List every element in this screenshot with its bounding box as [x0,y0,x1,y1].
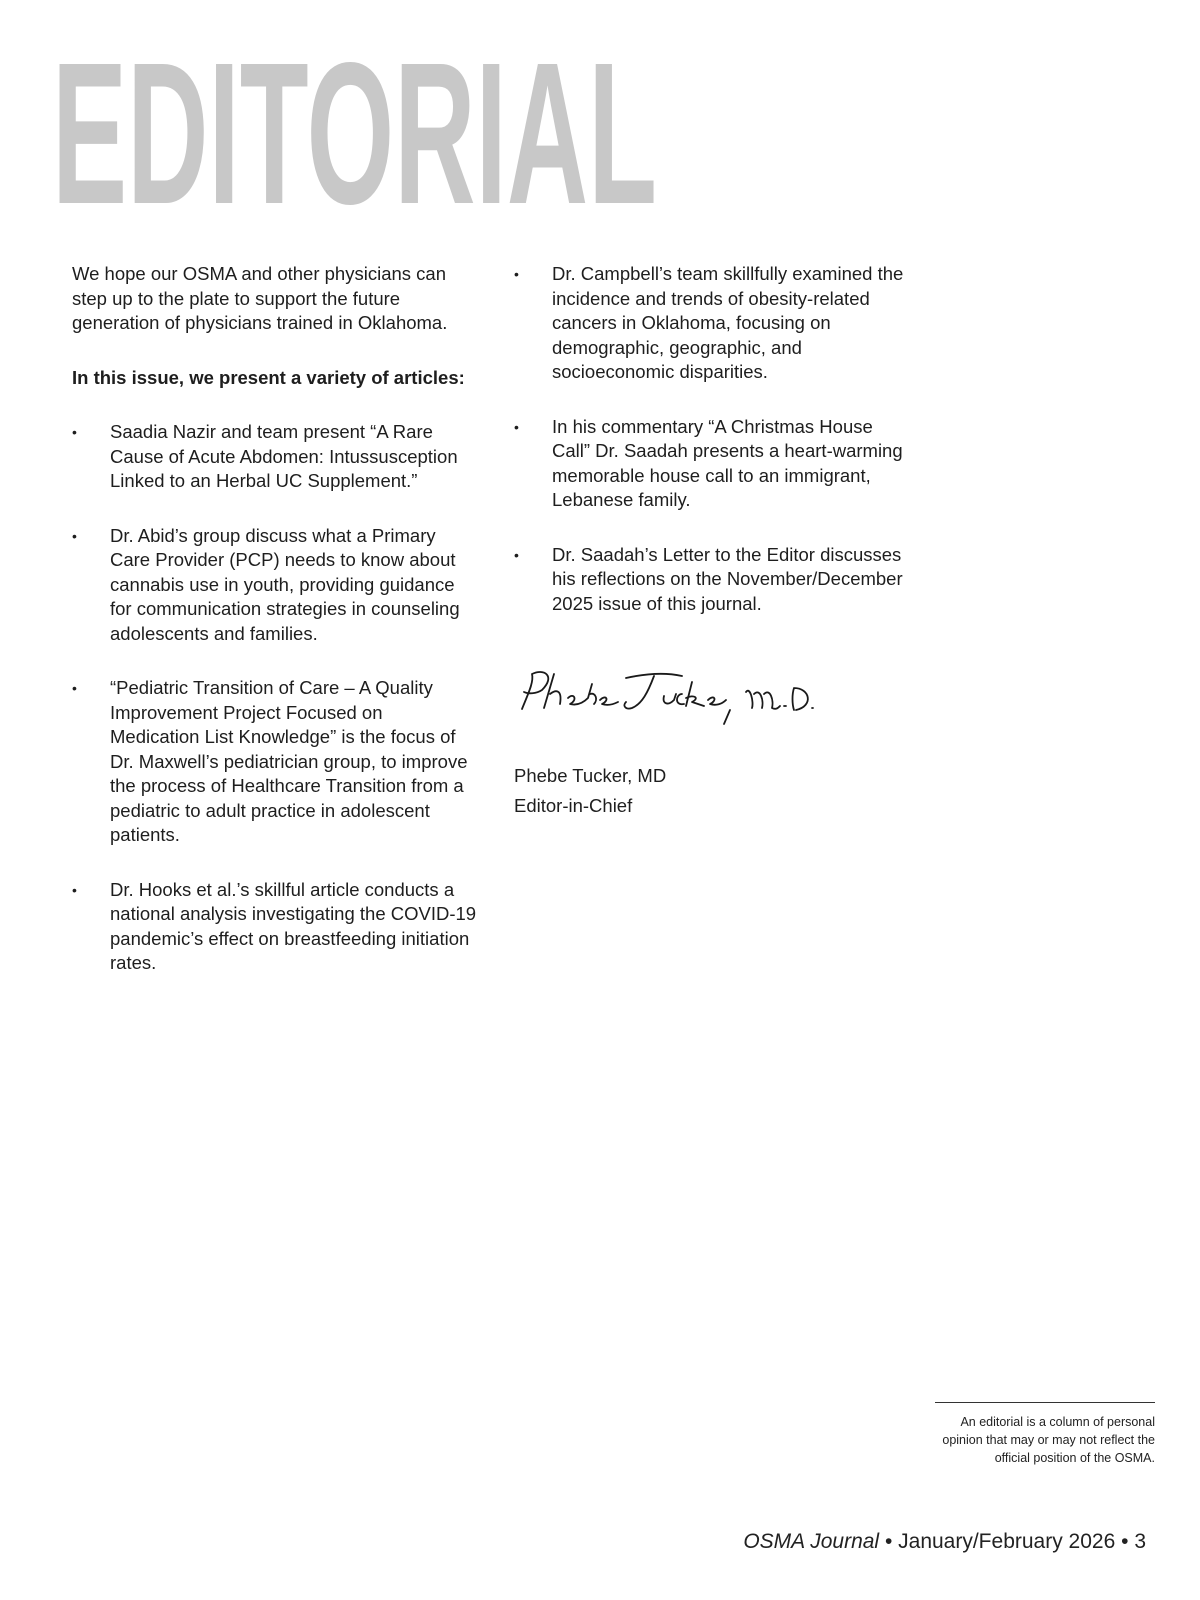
bullet-icon: • [72,881,77,898]
signer-title: Editor-in-Chief [514,794,633,816]
bullet-icon: • [72,424,77,440]
signer-name: Phebe Tucker, MD [514,764,667,786]
article-list-right [514,262,914,616]
bullet-icon: • [514,546,519,563]
left-column [72,262,477,1006]
intro-paragraph: We hope our OSMA and other physicians can step up to the plate to support the future generation of physicians trained in Oklahoma. [72,263,448,333]
right-column [514,262,914,821]
issue-lead-in: In this issue, we present a variety of articles: [72,366,465,388]
journal-name: OSMA Journal [743,1530,880,1553]
footer-separator: • [1115,1530,1135,1553]
list-item [72,676,477,848]
editorial-heading: EDITORIAL [52,20,657,246]
bullet-icon: • [514,418,519,435]
list-item [514,262,914,385]
editorial-disclaimer: An editorial is a column of personal opinion that may or may not reflect the official position of the OSMA. [935,1402,1155,1467]
bullet-icon: • [72,680,77,696]
list-item [72,524,477,647]
article-list-left [72,420,477,976]
masthead-title [50,20,690,246]
page-number: 3 [1134,1530,1146,1553]
list-item [72,878,477,976]
issue-date: January/February 2026 [898,1530,1116,1553]
list-item-text: Dr. Saadah’s Letter to the Editor discusses his reflections on the November/December 2025 issue of this journal. [552,543,903,614]
bullet-icon: • [72,527,77,544]
list-item-text: Dr. Abid’s group discuss what a Primary Care Provider (PCP) needs to know about cannabis use in youth, providing guidance for communication strategies in counseling adolescents and families. [110,524,460,644]
list-item-text: Dr. Hooks et al.’s skillful article conducts a national analysis investigating the COVID-19 pandemic’s effect on breastfeeding initiation rates. [110,878,477,973]
page-footer [743,1530,1146,1554]
list-item [514,543,914,617]
masthead [50,20,690,246]
list-item [72,420,477,494]
list-item-text: Dr. Campbell’s team skillfully examined the incidence and trends of obesity-related cancers in Oklahoma, focusing on demographic, geographic, and socioeconomic disparities. [552,263,904,382]
list-item-text: Saadia Nazir and team present “A Rare Cause of Acute Abdomen: Intussusception Linked to an Herbal UC Supplement.” [110,421,458,491]
list-item-text: “Pediatric Transition of Care – A Quality Improvement Project Focused on Medication List Knowledge” is the focus of Dr. Maxwell’s pediatrician group, to improve the process of Healthcare Transition from a pediatric to adult practice in adolescent patients. [110,677,468,845]
handwritten-signature [514,664,814,744]
list-item [514,415,914,513]
list-item-text: In his commentary “A Christmas House Call” Dr. Saadah presents a heart-warming memorable house call to an immigrant, Lebanese family. [552,415,903,510]
footer-separator: • [879,1530,899,1553]
bullet-icon: • [514,266,519,282]
